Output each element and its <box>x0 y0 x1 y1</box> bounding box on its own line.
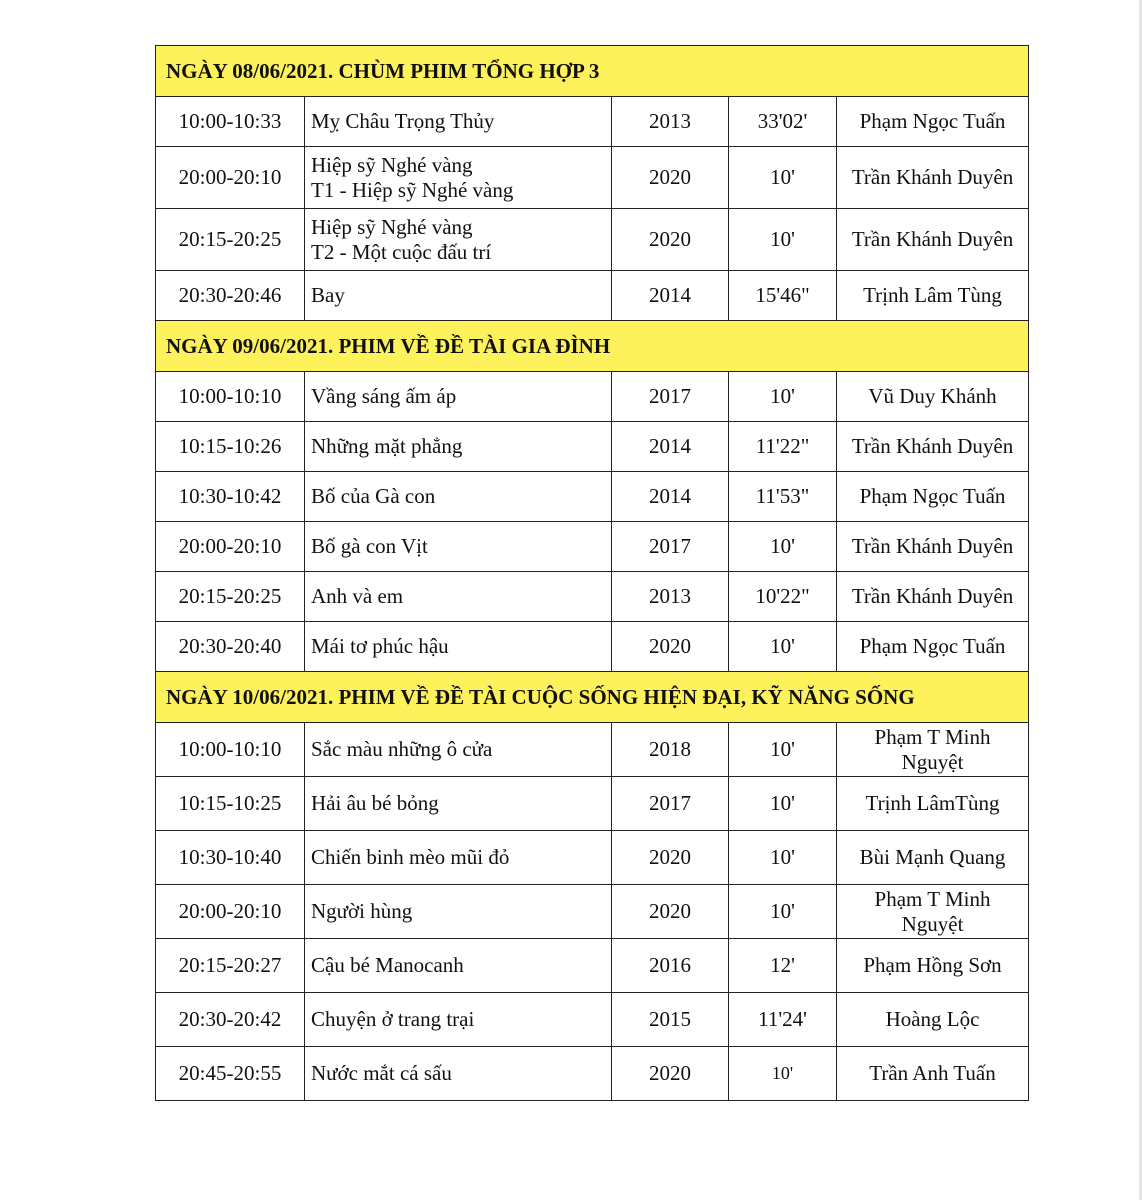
title-cell <box>305 271 612 321</box>
director-cell: Phạm Ngọc Tuấn <box>837 472 1029 522</box>
duration-cell: 10'22" <box>729 572 837 622</box>
section-heading: NGÀY 08/06/2021. CHÙM PHIM TỔNG HỢP 3 <box>156 46 1029 97</box>
section-heading-row <box>156 46 1029 97</box>
duration-cell: 10' <box>729 831 837 885</box>
title-cell <box>305 939 612 993</box>
table-row <box>156 271 1029 321</box>
director-cell: Phạm T Minh Nguyệt <box>837 885 1029 939</box>
duration-cell: 33'02' <box>729 97 837 147</box>
title-line: Vầng sáng ấm áp <box>311 384 457 408</box>
year-cell: 2014 <box>612 422 729 472</box>
director-cell: Trần Khánh Duyên <box>837 209 1029 271</box>
table-row <box>156 472 1029 522</box>
time-cell: 20:15-20:27 <box>156 939 305 993</box>
table-row <box>156 831 1029 885</box>
time-cell: 20:30-20:46 <box>156 271 305 321</box>
table-row <box>156 209 1029 271</box>
time-cell: 10:30-10:42 <box>156 472 305 522</box>
title-cell <box>305 831 612 885</box>
title-cell <box>305 472 612 522</box>
duration-cell: 15'46" <box>729 271 837 321</box>
year-cell: 2020 <box>612 209 729 271</box>
title-line: Mái tơ phúc hậu <box>311 634 449 658</box>
title-cell <box>305 622 612 672</box>
title-line: Những mặt phẳng <box>311 434 463 458</box>
title-line: Người hùng <box>311 899 413 923</box>
table-row <box>156 1047 1029 1101</box>
duration-cell: 10' <box>729 723 837 777</box>
title-line: Chiến binh mèo mũi đỏ <box>311 845 510 869</box>
title-cell <box>305 572 612 622</box>
year-cell: 2020 <box>612 1047 729 1101</box>
director-cell: Trần Khánh Duyên <box>837 522 1029 572</box>
title-line: Hiệp sỹ Nghé vàng <box>311 152 473 177</box>
title-line: Nước mắt cá sấu <box>311 1061 452 1085</box>
time-cell: 20:30-20:42 <box>156 993 305 1047</box>
duration-cell: 12' <box>729 939 837 993</box>
title-line: Bố gà con Vịt <box>311 534 428 558</box>
schedule-body <box>156 46 1029 1101</box>
title-cell <box>305 522 612 572</box>
year-cell: 2017 <box>612 777 729 831</box>
time-cell: 10:15-10:26 <box>156 422 305 472</box>
table-row <box>156 777 1029 831</box>
director-cell: Phạm T Minh Nguyệt <box>837 723 1029 777</box>
year-cell: 2016 <box>612 939 729 993</box>
table-row <box>156 572 1029 622</box>
section-heading: NGÀY 10/06/2021. PHIM VỀ ĐỀ TÀI CUỘC SỐNG HIỆN ĐẠI, KỸ NĂNG SỐNG <box>156 672 1029 723</box>
duration-cell: 10' <box>729 522 837 572</box>
title-line: Hiệp sỹ Nghé vàng <box>311 214 473 239</box>
title-line: Mỵ Châu Trọng Thủy <box>311 109 495 133</box>
film-schedule-table <box>155 45 1029 1101</box>
time-cell: 20:00-20:10 <box>156 522 305 572</box>
table-row <box>156 97 1029 147</box>
year-cell: 2020 <box>612 831 729 885</box>
duration-cell: 10' <box>729 147 837 209</box>
year-cell: 2015 <box>612 993 729 1047</box>
title-cell <box>305 147 612 209</box>
year-cell: 2020 <box>612 147 729 209</box>
time-cell: 10:00-10:10 <box>156 723 305 777</box>
title-cell <box>305 422 612 472</box>
year-cell: 2020 <box>612 885 729 939</box>
director-cell: Bùi Mạnh Quang <box>837 831 1029 885</box>
title-line: Anh và em <box>311 584 404 608</box>
director-cell: Hoàng Lộc <box>837 993 1029 1047</box>
time-cell: 20:00-20:10 <box>156 885 305 939</box>
section-heading-row <box>156 672 1029 723</box>
duration-cell: 11'22" <box>729 422 837 472</box>
table-row <box>156 422 1029 472</box>
duration-cell: 10' <box>729 777 837 831</box>
director-cell: Trần Khánh Duyên <box>837 147 1029 209</box>
year-cell: 2013 <box>612 97 729 147</box>
duration-cell: 10' <box>729 372 837 422</box>
duration-cell: 11'53" <box>729 472 837 522</box>
duration-cell: 10' <box>729 1047 837 1101</box>
time-cell: 20:15-20:25 <box>156 572 305 622</box>
year-cell: 2013 <box>612 572 729 622</box>
title-line: Cậu bé Manocanh <box>311 953 464 977</box>
director-cell: Trần Khánh Duyên <box>837 422 1029 472</box>
section-heading-row <box>156 321 1029 372</box>
title-line: Hải âu bé bỏng <box>311 791 439 815</box>
year-cell: 2018 <box>612 723 729 777</box>
title-cell <box>305 209 612 271</box>
table-row <box>156 622 1029 672</box>
title-cell <box>305 777 612 831</box>
table-row <box>156 885 1029 939</box>
director-cell: Trần Anh Tuấn <box>837 1047 1029 1101</box>
duration-cell: 11'24' <box>729 993 837 1047</box>
table-row <box>156 993 1029 1047</box>
year-cell: 2014 <box>612 472 729 522</box>
year-cell: 2017 <box>612 522 729 572</box>
director-cell: Phạm Ngọc Tuấn <box>837 622 1029 672</box>
title-cell <box>305 97 612 147</box>
duration-cell: 10' <box>729 209 837 271</box>
title-line: Sắc màu những ô cửa <box>311 737 493 761</box>
time-cell: 10:00-10:33 <box>156 97 305 147</box>
title-cell <box>305 372 612 422</box>
time-cell: 10:15-10:25 <box>156 777 305 831</box>
title-cell <box>305 1047 612 1101</box>
director-cell: Vũ Duy Khánh <box>837 372 1029 422</box>
title-line: Chuyện ở trang trại <box>311 1007 475 1031</box>
time-cell: 20:45-20:55 <box>156 1047 305 1101</box>
table-row <box>156 147 1029 209</box>
section-heading: NGÀY 09/06/2021. PHIM VỀ ĐỀ TÀI GIA ĐÌNH <box>156 321 1029 372</box>
time-cell: 10:00-10:10 <box>156 372 305 422</box>
time-cell: 20:15-20:25 <box>156 209 305 271</box>
director-cell: Trịnh Lâm Tùng <box>837 271 1029 321</box>
title-line: Bố của Gà con <box>311 484 436 508</box>
duration-cell: 10' <box>729 622 837 672</box>
time-cell: 20:00-20:10 <box>156 147 305 209</box>
time-cell: 10:30-10:40 <box>156 831 305 885</box>
director-cell: Phạm Ngọc Tuấn <box>837 97 1029 147</box>
title-cell <box>305 993 612 1047</box>
table-row <box>156 939 1029 993</box>
duration-cell: 10' <box>729 885 837 939</box>
table-row <box>156 372 1029 422</box>
title-cell <box>305 885 612 939</box>
director-cell: Phạm Hồng Sơn <box>837 939 1029 993</box>
table-row <box>156 723 1029 777</box>
title-line: Bay <box>311 283 345 307</box>
year-cell: 2014 <box>612 271 729 321</box>
table-row <box>156 522 1029 572</box>
director-cell: Trần Khánh Duyên <box>837 572 1029 622</box>
title-cell <box>305 723 612 777</box>
title-line: T1 - Hiệp sỹ Nghé vàng <box>311 177 514 202</box>
director-cell: Trịnh LâmTùng <box>837 777 1029 831</box>
time-cell: 20:30-20:40 <box>156 622 305 672</box>
year-cell: 2020 <box>612 622 729 672</box>
title-line: T2 - Một cuộc đấu trí <box>311 239 492 264</box>
year-cell: 2017 <box>612 372 729 422</box>
